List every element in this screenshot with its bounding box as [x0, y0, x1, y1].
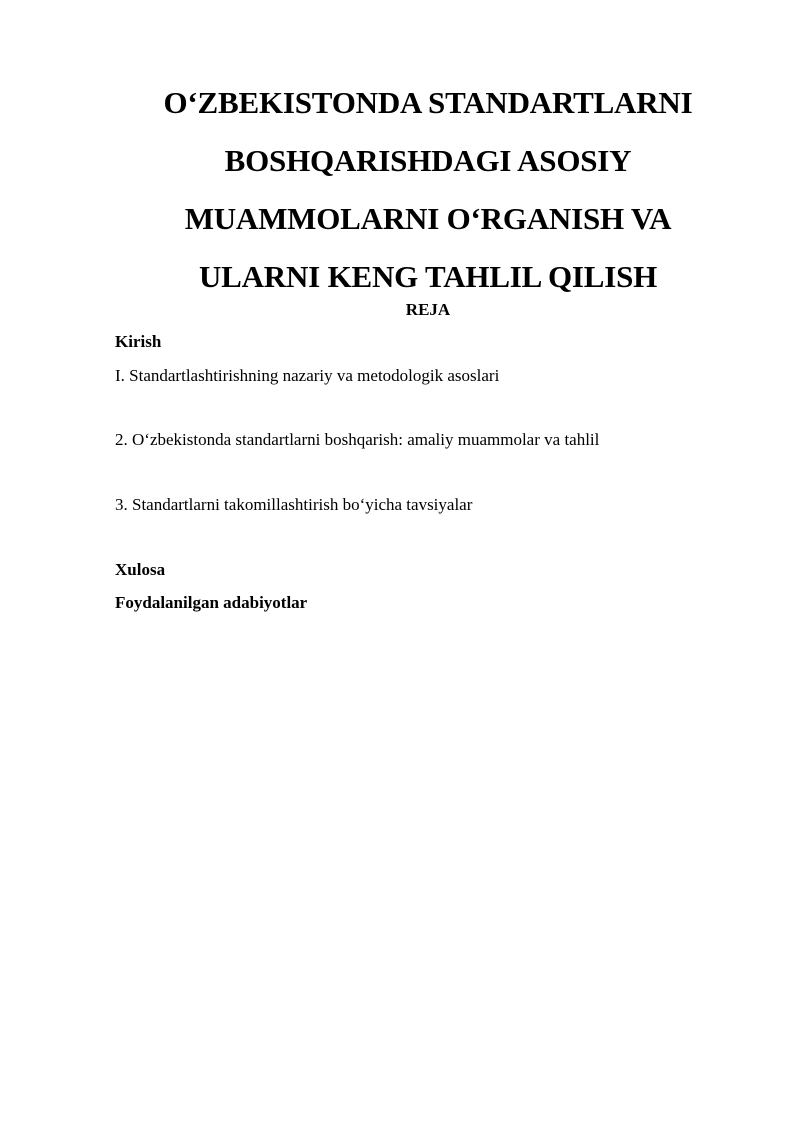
plan-item-3: 3. Standartlarni takomillashtirish bo‘yicha tavsiyalar — [115, 495, 473, 514]
title-line: BOSHQARISHDAGI ASOSIY — [224, 143, 632, 178]
references-heading: Foydalanilgan adabiyotlar — [115, 593, 308, 612]
document-title — [115, 74, 741, 306]
conclusion-heading: Xulosa — [115, 560, 166, 579]
title-line: ULARNI KENG TAHLIL QILISH — [198, 259, 658, 294]
title-line: MUAMMOLARNI O‘RGANISH VA — [184, 201, 672, 236]
intro-heading: Kirish — [115, 332, 162, 351]
plan-item-2: 2. O‘zbekistonda standartlarni boshqarish: amaliy muammolar va tahlil — [115, 430, 600, 449]
title-line: O‘ZBEKISTONDA STANDARTLARNI — [163, 85, 693, 120]
plan-heading: REJA — [405, 300, 451, 319]
plan-item-1: I. Standartlashtirishning nazariy va metodologik asoslari — [115, 366, 500, 385]
